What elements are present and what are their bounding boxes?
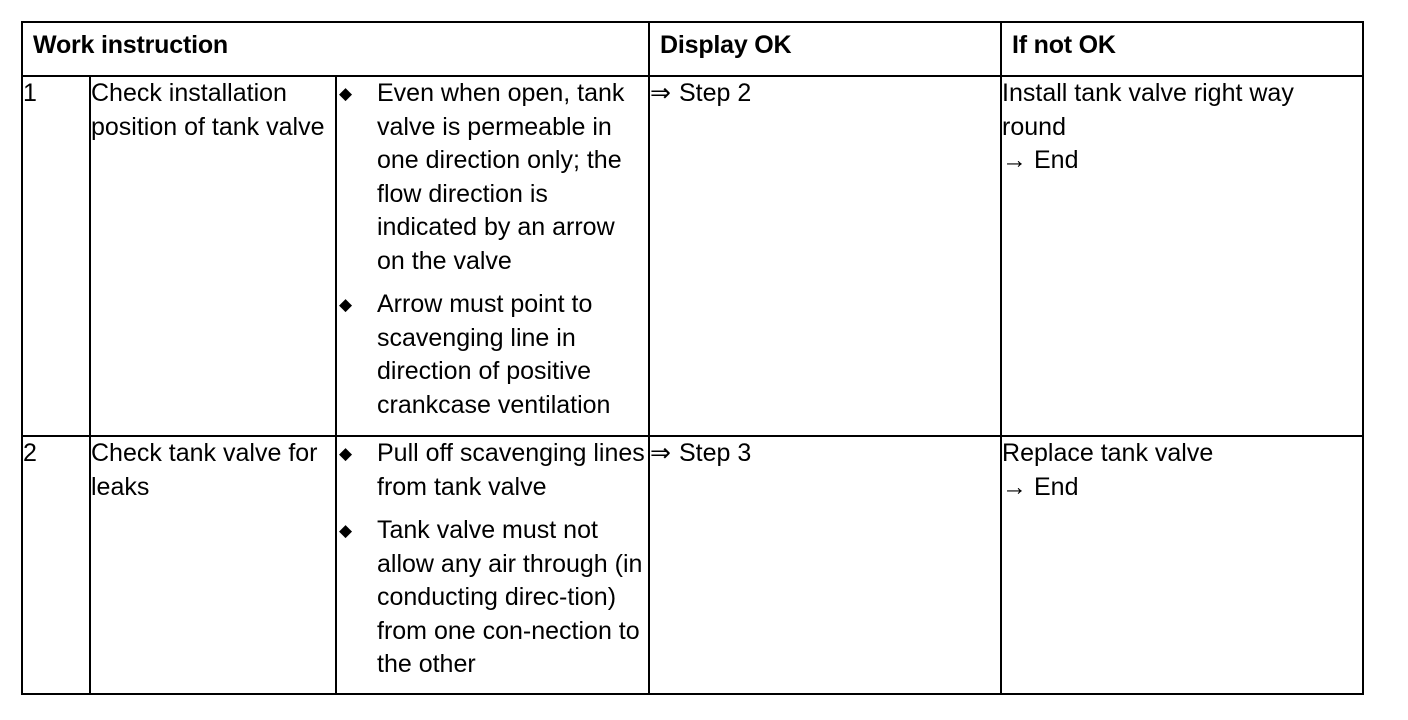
display-ok-cell	[649, 76, 1001, 436]
header-work-instruction: Work instruction	[22, 22, 649, 76]
if-not-ok-cell	[1001, 436, 1363, 694]
end-line	[1002, 471, 1362, 505]
list-item	[337, 437, 648, 504]
bullet-list	[337, 437, 648, 682]
diamond-bullet-icon: ◆	[339, 444, 353, 463]
header-display-ok: Display OK	[649, 22, 1001, 76]
end-label: End	[1033, 146, 1079, 174]
bullet-text: Tank valve must not allow any air through (in conducting direc-tion) from one con-nection to the other	[377, 516, 643, 678]
next-step-link: Step 3	[678, 439, 752, 467]
list-item	[337, 77, 648, 278]
end-label: End	[1033, 472, 1079, 501]
step-number: 1	[22, 76, 90, 436]
end-line	[1002, 144, 1362, 178]
bullet-text: Even when open, tank valve is permeable in one direction only; the flow direction is indicated by an arrow on the valve	[377, 79, 625, 275]
instruction-details	[336, 76, 649, 436]
bullet-text: Pull off scavenging lines from tank valve	[377, 439, 645, 501]
remedy-text: Replace tank valve	[1002, 439, 1214, 467]
list-item	[337, 288, 648, 422]
arrow-right-icon: →	[1002, 146, 1028, 174]
step-number: 2	[22, 436, 90, 694]
diamond-bullet-icon: ◆	[339, 295, 353, 314]
display-ok-cell	[649, 436, 1001, 694]
list-item	[337, 514, 648, 682]
instruction-text: Check tank valve for leaks	[90, 436, 336, 694]
instruction-text: Check installation position of tank valve	[90, 76, 336, 436]
arrow-right-icon: →	[1002, 472, 1028, 501]
table-row	[22, 76, 1363, 436]
next-step-link: Step 2	[678, 79, 752, 107]
header-if-not-ok: If not OK	[1001, 22, 1363, 76]
bullet-text: Arrow must point to scavenging line in direction of positive crankcase ventilation	[377, 290, 611, 419]
diamond-bullet-icon: ◆	[339, 521, 353, 540]
work-instruction-table	[21, 21, 1364, 695]
double-arrow-icon: ⇒	[650, 439, 671, 467]
instruction-details	[336, 436, 649, 694]
table-row	[22, 436, 1363, 694]
remedy-text: Install tank valve right way round	[1002, 79, 1294, 141]
double-arrow-icon: ⇒	[650, 79, 671, 107]
if-not-ok-cell	[1001, 76, 1363, 436]
header-row	[22, 22, 1363, 76]
diamond-bullet-icon: ◆	[339, 84, 353, 103]
bullet-list	[337, 77, 648, 422]
